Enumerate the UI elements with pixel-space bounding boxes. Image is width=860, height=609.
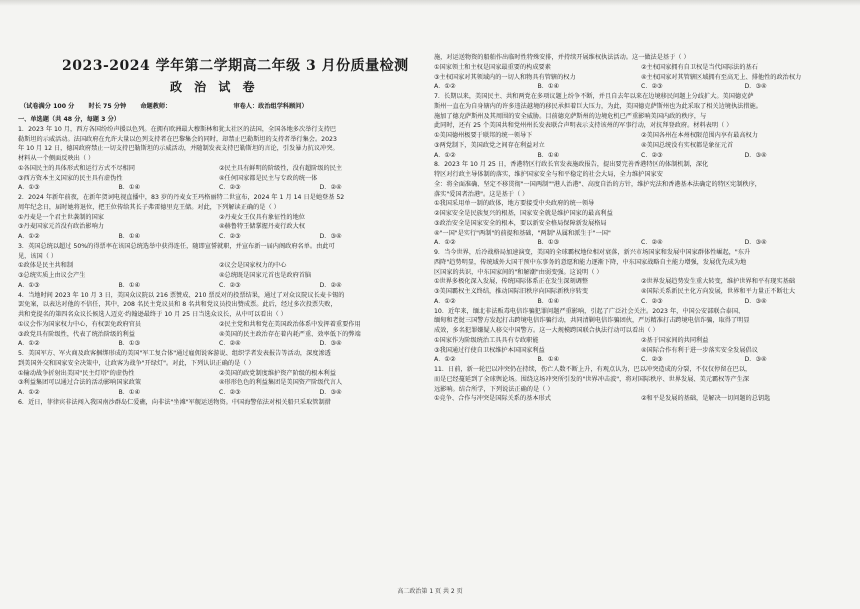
statement-option: ②美国各州在本州权限范围内享有最高权力: [641, 132, 758, 139]
statement-option: ③丹麦国家元首没有政治影响力: [18, 223, 104, 231]
statement-options: [18, 271, 420, 281]
answer-choice: D．③④: [744, 356, 767, 364]
statement-option: ①政体是民主共和制: [18, 262, 74, 270]
answer-choice: C．②③: [219, 184, 241, 192]
statement-option: ②议会是国家权力的中心: [219, 262, 287, 270]
question-text-line: 共和党提名的第四名众议长候选人迈克·约翰逊最终于 10 月 25 日当选众议长，从中可以看出（ ）: [18, 311, 287, 318]
exam-title: 2023-2024 学年第二学期高二年级 3 月份质量检测: [62, 58, 409, 74]
question-text-line: 3．英国总统以超过 50%的得票率在该国总统选举中获得连任，随即宣誓就职，并宣布新一届内阁政府名单。由此可: [18, 242, 335, 250]
answer-choice: A．①②: [434, 356, 456, 364]
answer-choice: D．③④: [319, 233, 342, 240]
answer-choice: C．②③: [219, 281, 241, 289]
question-text-line: 斯州一直在为自身辖内的许多违法越境的移民承担着巨大压力，为此，美国德克萨斯州也为此采取了相关边境执法措施。: [434, 102, 762, 110]
question-text-line: 4．当地时间 2023 年 10 月 3 日，美国众议院以 216 票赞成、210 票反对的投票结果，通过了对众议院议长麦卡锡的: [18, 291, 345, 299]
exam-meta: [20, 101, 420, 110]
answer-choice: C．②③: [641, 356, 663, 364]
question-text-line: 落实"爱国者治港"。这是基于（ ）: [434, 190, 529, 198]
question-text-line: 周年纪念日，届时她将退位，把王位传给其长子弗雷德里克王储。对此，下列解读正确的是（ ）: [18, 203, 280, 211]
statement-options: [434, 277, 848, 287]
statement-option: ②丹麦女王仅具有象征性的地位: [219, 213, 305, 221]
question-text-line: 此同时，还有 25 个美国共和党州州长发表联合声明表示支持该州的军事行动，对抗拜登政府。材料表明（ ）: [434, 122, 733, 130]
question-text-line: 6．近日，菲律宾非法闯入我国南沙群岛仁爱礁，向非法"坐滩"军舰运送物资。中国海警依法对相关船只采取管制措: [18, 398, 331, 406]
answer-choice: A．①②: [434, 83, 456, 91]
answer-choice: D．③④: [319, 340, 342, 348]
answer-choice: A．①②: [434, 297, 456, 305]
question-text-line: 区国家的共识，中东国家间的"和解潮"由弱变强。这说明（ ）: [434, 268, 603, 276]
question-text-line: 罢免案，以表达对他的不信任，其中，208 名民主党议员和 8 名共和党议员投出赞成票。此后，经过多次投票失败，: [18, 301, 337, 309]
statement-option: ③两党制下，美国政党之间存在利益对立: [434, 141, 545, 149]
answer-choice: D．③④: [744, 151, 767, 159]
question-text-line: 材料从一个侧面反映出（ ）: [18, 155, 95, 162]
statement-options: [18, 222, 420, 232]
answer-choices: [434, 297, 848, 307]
statement-option: ④美国的民主政治存在着内耗严重、效率低下的弊端: [219, 330, 361, 338]
statement-option: ④国际关系新民主化方向发展，世界和平力量正不断壮大: [641, 288, 796, 295]
statement-option: ③政党具有阶级性，代表了统治阶级的利益: [18, 330, 135, 338]
answer-choice: C．②③: [219, 233, 241, 240]
answer-choice: C．②③: [219, 389, 241, 396]
question-text-line: 见，该国（ ）: [18, 252, 58, 260]
question-text-line: 远影响。结合所学，下列说法正确的是（ ）: [434, 385, 554, 393]
answer-choice: C．②③: [641, 83, 663, 91]
question-text-line: 施加了德克萨斯州及其周围的安全威胁。目前德克萨斯州的边境危机已严重影响美国内政的秩序，与: [434, 112, 707, 120]
question-text-line: 特区对行政主导体制的落实，维护国家安全与和平稳定的社会大局，全力维护国家安: [434, 171, 663, 178]
question-text-line: 9．当今世界，后冷战格局加速演变，美国的全球霸权地位相对衰落，新兴市场国家和发展中国家群体性崛起，"东升: [434, 249, 751, 256]
statement-option-row: [434, 199, 848, 209]
statement-options: [434, 287, 848, 297]
statement-option-row: [434, 229, 848, 239]
answer-choices: [434, 151, 848, 161]
statement-option: ①输动战争折射出美国"民主灯塔"的虚伪性: [18, 369, 135, 377]
answer-choice: D．③④: [744, 83, 767, 91]
statement-option: ②和平是发展的基础，是解决一切问题的总钥匙: [641, 395, 771, 403]
meta-score: （试卷满分 100 分: [20, 103, 75, 110]
answer-choice: D．③④: [744, 239, 767, 247]
question-text-line: 1．2023 年 10 月，西方各国纷纷声援以色列。在拥有欧洲最大穆斯林和犹太社区的法国，全国各地多次举行支持巴: [18, 125, 337, 133]
answer-choices: [434, 82, 848, 92]
statement-option: ①国家作为阶级统治工具具有专政职能: [434, 336, 539, 344]
statement-option: ①我国采用单一制的政体，地方要接受中央政府的统一领导: [434, 200, 595, 208]
question-text-line: 8．2023 年 10 月 25 日，香港特区行政长官发表施政报告，提出要完善香港特区的体制机制，深化: [434, 161, 709, 169]
exam-subject: 政 治 试 卷: [170, 80, 259, 94]
left-column: [0, 0, 428, 609]
statement-option: ②国家安全是民族复兴的根基，国家安全就是维护国家的最高利益: [434, 210, 613, 217]
answer-choices: [434, 355, 848, 365]
answer-choice: B．①④: [118, 184, 141, 192]
statement-options: [18, 261, 420, 271]
answer-choice: D．②④: [319, 184, 342, 192]
question-text-line: 全：将全面准确、坚定不移贯彻"一国两制""港人治港"、高度自治的方针，维护宪法和香港基本法确定的特区宪制秩序，: [434, 180, 761, 188]
answer-choice: D．③④: [319, 389, 342, 396]
statement-option-row: [434, 209, 848, 219]
statement-option-row: [434, 219, 848, 229]
statement-option: ①各国民主的具体形式和运行方式不尽相同: [18, 164, 135, 172]
answer-choice: A．①②: [18, 340, 40, 348]
page-footer: 高二政治第 1 页 共 2 页: [397, 588, 463, 595]
statement-option: ④国际合作有利于进一步落实安全发展倡议: [641, 346, 758, 354]
statement-options: [434, 63, 848, 73]
statement-option: ②基于国家间的共同利益: [641, 336, 709, 344]
statement-options: [18, 213, 420, 223]
statement-option: ①美国德州极要于联邦的统一领导下: [434, 132, 533, 139]
answer-choices: [18, 232, 420, 242]
question-text-line: 5．美国军方、军火商及政客捆绑形成的美国"军工复合体"通过雇佣说客游说、组织学者发表报告等活动，深度渗透: [18, 350, 331, 357]
meta-duration: 时长 75 分钟: [88, 103, 127, 110]
statement-option: ①国家领土和主权是国家最重要的构成要素: [434, 63, 551, 71]
statement-option: ④任何国家都是民主与专政的统一体: [219, 174, 318, 182]
statement-option: ①丹麦是一个君主世袭制的国家: [18, 213, 104, 221]
statement-options: [434, 141, 848, 151]
answer-choice: A．①②: [18, 389, 40, 396]
answer-choice: B．①④: [118, 281, 141, 289]
answer-choice: C．②④: [219, 340, 241, 348]
question-text-line: 勒斯坦的示威活动。法国政府在允许大量以色列支持者在巴黎集会的同时，却禁止巴勒斯坦的支持者举行集会。2023: [18, 135, 337, 143]
statement-option: ④主权国家对其管辖区域拥有至高无上、排他性的政治权力: [641, 73, 802, 81]
right-questions: [434, 53, 848, 404]
answer-choice: D．③④: [744, 297, 767, 305]
question-text-line: 7．长期以来，美国民主、共和两党在多项议题上纷争不断，并且自去年以来在边境移民问题上分歧扩大。美国德克萨: [434, 93, 754, 100]
statement-option: ③总统实质上由议会产生: [18, 272, 86, 279]
statement-options: [434, 336, 848, 346]
answer-choices: [18, 339, 420, 349]
section-heading: 一、单选题（共 48 分，每题 3 分）: [18, 116, 120, 123]
answer-choice: A．①②: [18, 233, 40, 240]
statement-option: ④"一国"是实行"两制"的前提和基础，"两制"从属和派生于"一国": [434, 229, 611, 237]
answer-choice: C．②④: [641, 239, 663, 247]
question-text-line: 10．近年来，缅北非法贩毒电信诈骗犯罪问题严重影响，引起了广泛社会关注。2023 年，中国公安部联合泰国、: [434, 307, 745, 315]
question-text-line: 11．日前，新一轮巴以冲突仍在持续，伤亡人数不断上升，有观点认为，巴以冲突造成的分裂，不仅仅停留在巴以，: [434, 366, 752, 373]
statement-options: [434, 131, 848, 141]
answer-choices: [18, 388, 420, 398]
statement-option: ④美国总统没有实权都是象征元首: [641, 141, 734, 149]
statement-options: [18, 330, 420, 340]
question-text-line: 西降"趋势明显，传统域外大国干预中东事务的意愿和能力逐渐下降，中东国家战略自主能力增强，发展优先成为地: [434, 258, 747, 266]
statement-options: [434, 394, 848, 404]
statement-options: [18, 174, 420, 184]
statement-option: ②民主党和共和党在美国政治体系中发挥着重要作用: [219, 320, 361, 328]
statement-option: ②世界发展趋势发生重大转变，维护世界和平有现实基础: [641, 278, 796, 286]
question-text-line: 施，对运送物资的船舶作出临时性特殊安排，并持续开展维权执法活动。这一做法是基于（ ）: [434, 54, 690, 61]
meta-reviewer: 审卷人：政治组学科顾问）: [233, 103, 308, 110]
statement-options: [18, 369, 420, 379]
answer-choice: B．①③: [537, 239, 560, 247]
answer-choices: [18, 281, 420, 291]
question-text-line: 2．2024 年新年前夜，在新年贺词电视直播中，83 岁的丹麦女王玛格丽特二世宣布，2024 年 1 月 14 日是她登基 52: [18, 194, 345, 201]
statement-option: ④总统既是国家元首也是政府首脑: [219, 272, 312, 279]
statement-option: ③利益集团可以通过合法的活动影响国家政策: [18, 379, 142, 387]
question-text-line: 成效，多名犯罪嫌疑人移交中国警方。这一大规模跨国联合执法行动可以看出（ ）: [434, 327, 659, 334]
answer-choice: B．①④: [537, 83, 560, 91]
statement-option: ③西方资本主义国家的民主具有虚伪性: [18, 174, 123, 182]
statement-options: [18, 320, 420, 330]
answer-choice: C．②③: [641, 297, 663, 305]
answer-choices: [434, 238, 848, 248]
statement-option: ②美国的政党制度维护资产阶级的根本利益: [219, 369, 336, 377]
answer-choice: B．①④: [118, 233, 141, 240]
statement-options: [18, 164, 420, 174]
statement-option: ①竞争、合作与冲突是国际关系的基本形式: [434, 395, 551, 403]
answer-choice: A．①③: [18, 281, 40, 289]
statement-option: ③美国霸权主义终结，推动国际旧秩序向国际新秩序转变: [434, 288, 589, 295]
question-text-line: 年 10 月 12 日，德国政府禁止一切支持巴勒斯坦的示威活动，并随制发表支持巴勒斯坦的言论，引发暴力抗议冲突。: [18, 145, 339, 153]
answer-choice: C．②③: [641, 151, 663, 159]
statement-option: ③政治安全是国家安全的根本，要以新安全格局保障新发展格局: [434, 219, 607, 227]
answer-choices: [18, 183, 420, 193]
meta-author: 命题教师：: [140, 103, 172, 110]
statement-option: ④形形色色的利益集团是美国资产阶级代言人: [219, 379, 343, 387]
question-text-line: 缅甸和老挝三国警方发起打击跨境电信诈骗行动，共同清剿电信诈骗团伙，严厉精准打击跨境电信诈骗，取得了明显: [434, 317, 750, 325]
answer-choice: A．①③: [18, 184, 40, 192]
statement-option: ①议会作为国家权力中心，有权罢免政府官员: [18, 320, 142, 328]
answer-choice: B．①④: [537, 356, 560, 364]
statement-option: ④赫鲁特王储掌握丹麦行政大权: [219, 223, 305, 231]
answer-choice: B．①④: [537, 151, 560, 159]
statement-options: [434, 346, 848, 356]
statement-options: [18, 378, 420, 388]
statement-option: ②主权国家拥有自卫权是当代国际法的基石: [641, 63, 758, 71]
statement-option: ②民主具有鲜明的阶级性，没有超阶级的民主: [219, 164, 343, 172]
answer-choice: B．①③: [118, 340, 141, 348]
answer-choice: A．①②: [434, 239, 456, 247]
statement-option: ①世界多极化深入发展，传统国际体系正在发生深刻调整: [434, 278, 589, 286]
answer-choice: B．①④: [118, 389, 141, 396]
statement-option: ③我国通过行使自卫权维护本国国家利益: [434, 346, 545, 354]
left-questions: [18, 115, 420, 408]
answer-choice: D．②④: [319, 281, 342, 289]
answer-choice: B．①④: [537, 297, 560, 305]
question-text-line: 到美国外交和国家安全决策中，让政客为战争"开绿灯"。对此，下列认识正确的是（ ）: [18, 359, 255, 367]
right-column: [430, 0, 860, 609]
answer-choice: A．①②: [434, 151, 456, 159]
statement-options: [434, 73, 848, 83]
question-text-line: 而是已经蔓延到了全球舆论场。围绕这场冲突所引发的"世界冲击波"，将对国际秩序、世界发展、美元霸权等产生深: [434, 375, 750, 383]
statement-option: ③主权国家对其领域内的一切人和物具有管辖的权力: [434, 73, 576, 81]
